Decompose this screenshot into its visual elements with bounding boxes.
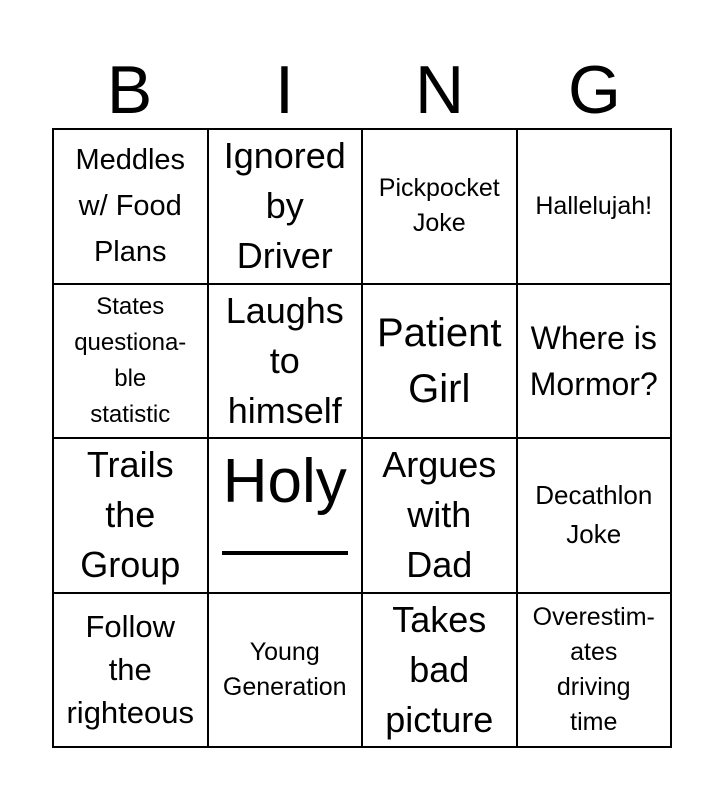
bingo-cell-r3c2[interactable] bbox=[209, 439, 364, 594]
cell-label: Pickpocket Joke bbox=[378, 174, 500, 238]
cell-label: Decathlon Joke bbox=[535, 480, 653, 550]
cell-label: Hallelujah! bbox=[535, 191, 653, 220]
cell-label: Meddles w/ Food Plans bbox=[75, 144, 186, 269]
bingo-cell-r4c4[interactable] bbox=[518, 594, 673, 749]
free-space-underline bbox=[222, 551, 348, 555]
bingo-cell-r1c3[interactable] bbox=[363, 130, 518, 285]
bingo-cell-r1c2[interactable] bbox=[209, 130, 364, 285]
bingo-cell-r1c1[interactable] bbox=[54, 130, 209, 285]
cell-label: Where is Mormor? bbox=[529, 319, 658, 402]
cell-label: Ignored by Driver bbox=[223, 135, 346, 277]
cell-label: Argues with Dad bbox=[382, 444, 497, 586]
bingo-cell-r2c3[interactable] bbox=[363, 285, 518, 440]
bingo-cell-r2c4[interactable] bbox=[518, 285, 673, 440]
bingo-cell-r3c4[interactable] bbox=[518, 439, 673, 594]
bingo-cell-r2c2[interactable] bbox=[209, 285, 364, 440]
cell-label: Takes bad picture bbox=[385, 598, 494, 740]
cell-label: Follow the righteous bbox=[66, 609, 195, 731]
bingo-cell-r4c3[interactable] bbox=[363, 594, 518, 749]
cell-label: Young Generation bbox=[222, 637, 347, 701]
cell-label: Trails the Group bbox=[80, 444, 181, 586]
cell-label: Overestim- ates driving time bbox=[532, 602, 655, 736]
bingo-cell-r2c1[interactable] bbox=[54, 285, 209, 440]
bingo-cell-r1c4[interactable] bbox=[518, 130, 673, 285]
bingo-cell-r3c1[interactable] bbox=[54, 439, 209, 594]
header-letter-g: G bbox=[568, 52, 621, 128]
header-letter-b: B bbox=[106, 52, 153, 128]
cell-label: Laughs to himself bbox=[225, 289, 344, 431]
bingo-header bbox=[52, 52, 672, 128]
header-letter-i: I bbox=[275, 52, 294, 128]
header-letter-n: N bbox=[414, 52, 465, 128]
bingo-cell-r3c3[interactable] bbox=[363, 439, 518, 594]
bingo-cell-r4c2[interactable] bbox=[209, 594, 364, 749]
free-space-label: Holy bbox=[222, 447, 347, 516]
cell-label: Patient Girl bbox=[376, 310, 502, 411]
cell-label: States questiona- ble statistic bbox=[74, 292, 187, 428]
bingo-board bbox=[52, 128, 672, 748]
bingo-cell-r4c1[interactable] bbox=[54, 594, 209, 749]
